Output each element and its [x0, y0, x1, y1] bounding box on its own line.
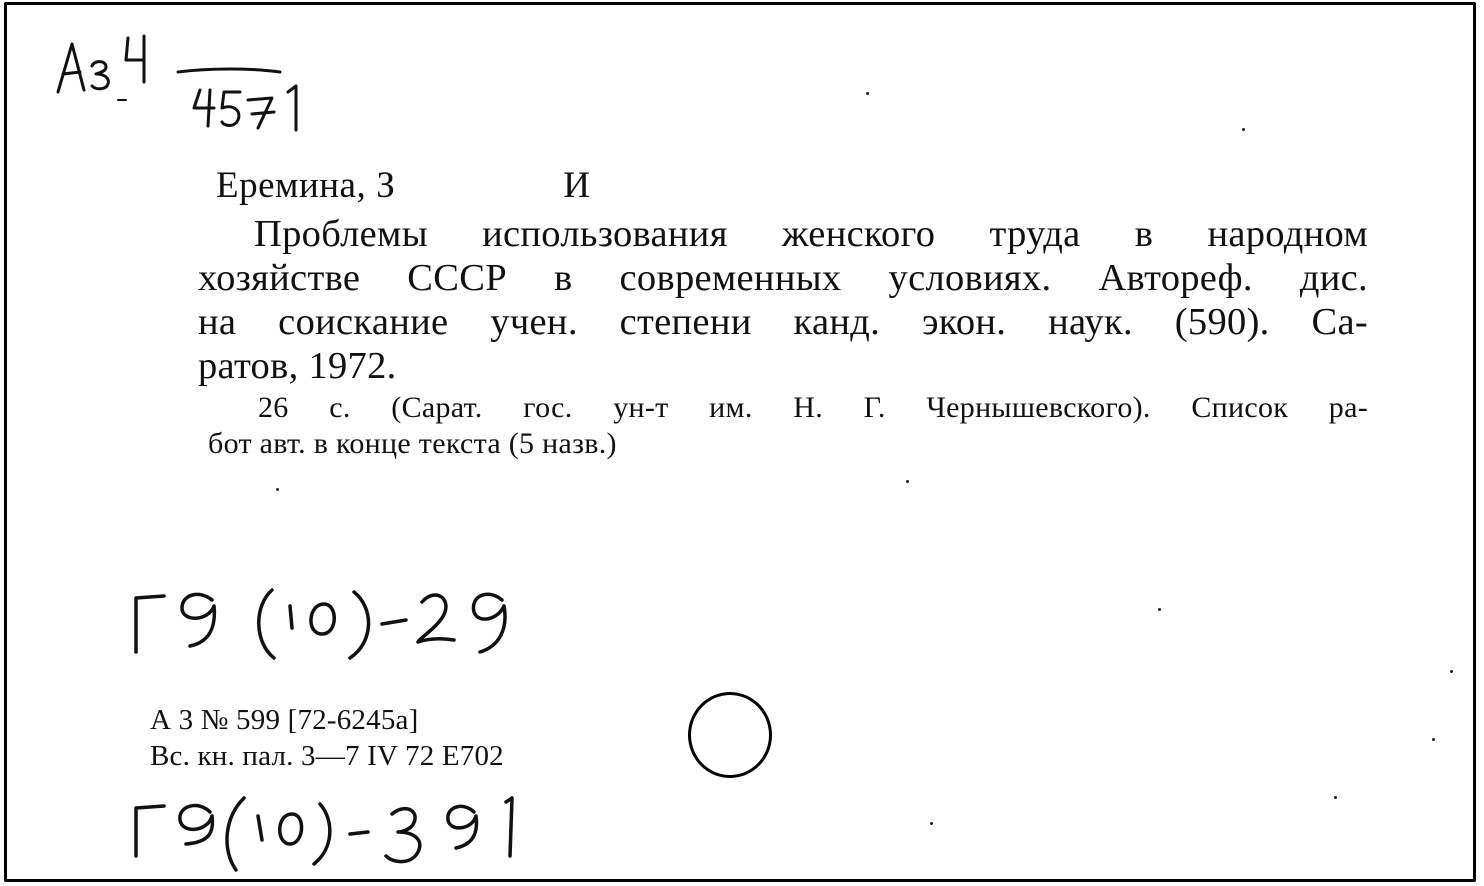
print-speck — [906, 480, 909, 483]
print-speck — [866, 92, 869, 95]
title-line-1: Проблемы использования женского труда в народном — [254, 213, 1368, 255]
handwritten-classification-2 — [124, 786, 544, 876]
imprint-line-1: 26 с. (Сарат. гос. ун-т им. Н. Г. Чернышевского). Список ра- — [258, 391, 1368, 424]
handwritten-classification-1 — [124, 576, 524, 666]
print-speck — [1158, 608, 1161, 611]
print-speck — [1450, 670, 1453, 673]
author-line — [216, 164, 591, 207]
imprint-line-2: бот авт. в конце текста (5 назв.) — [208, 427, 617, 460]
author-initial-first: З — [376, 165, 396, 206]
print-speck — [1432, 738, 1435, 741]
print-speck — [1242, 128, 1245, 131]
title-line-4: ратов, 1972. — [198, 345, 397, 387]
author-initial-second: И — [563, 165, 591, 206]
print-speck — [1334, 796, 1337, 799]
circle-stamp — [688, 692, 772, 778]
handwritten-shelf-mark — [40, 30, 340, 140]
author-surname: Еремина, — [216, 165, 367, 206]
title-line-3: на соискание учен. степени канд. экон. наук. (590). Са- — [198, 301, 1368, 343]
title-line-2: хозяйстве СССР в современных условиях. Автореф. дис. — [198, 257, 1368, 299]
catalog-code-1: А 3 № 599 [72-6245а] — [150, 704, 419, 736]
print-speck — [276, 488, 279, 491]
print-speck — [930, 822, 933, 825]
catalog-code-2: Вс. кн. пал. 3—7 IV 72 Е702 — [150, 740, 504, 772]
